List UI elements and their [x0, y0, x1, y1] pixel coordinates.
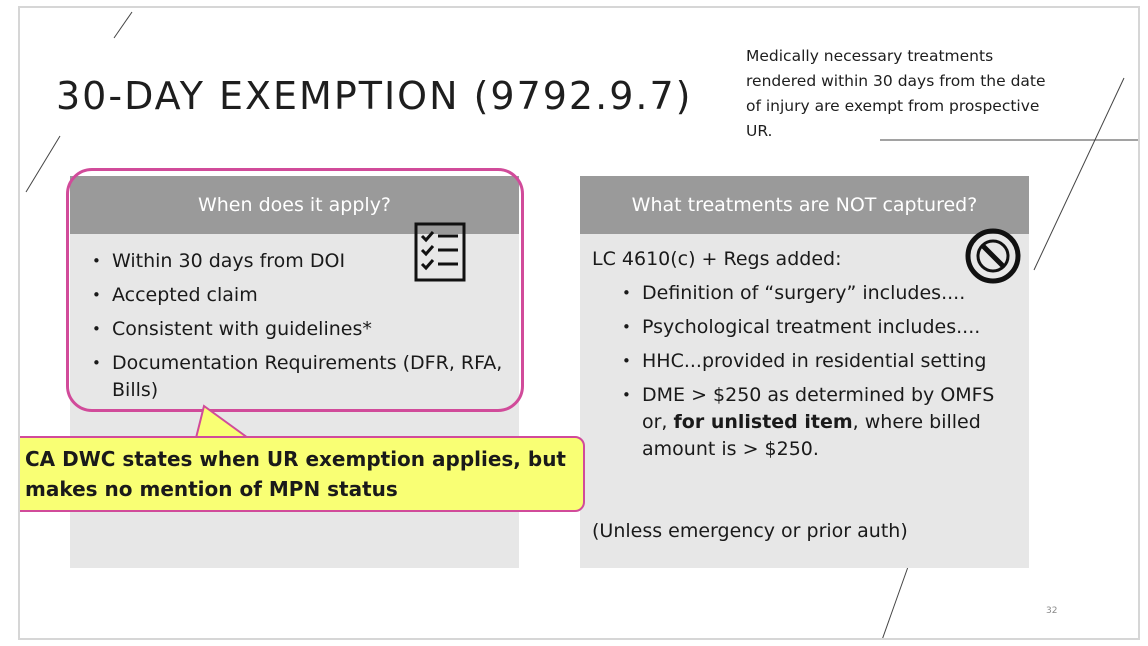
- list-item: • Documentation Requirements (DFR, RFA, Bills): [82, 350, 512, 404]
- list-item: • Accepted claim: [82, 282, 512, 309]
- list-item: • Within 30 days from DOI: [82, 248, 512, 275]
- exemption-note: Medically necessary treatments rendered within 30 days from the date of injury are exempt from prospective UR.: [746, 47, 1046, 140]
- right-panel-footnote: (Unless emergency or prior auth): [592, 520, 908, 542]
- dme-text-end: , where billed amount is > $250.: [642, 411, 981, 460]
- dme-bold-text: for unlisted item: [673, 411, 853, 433]
- prohibited-icon: [960, 226, 1026, 286]
- list-item: • Definition of “surgery” includes....: [612, 280, 1022, 307]
- highlight-box: [66, 168, 524, 412]
- callout-tail: [190, 404, 260, 440]
- right-bullet-list: [612, 280, 1022, 470]
- page-number: 32: [1046, 606, 1058, 616]
- dme-text-start: DME > $250 as determined by OMFS or,: [642, 384, 995, 433]
- list-item: • HHC...provided in residential setting: [612, 348, 1022, 375]
- right-panel-intro: LC 4610(c) + Regs added:: [592, 248, 842, 270]
- left-panel-header: When does it apply?: [70, 176, 519, 234]
- slide: [18, 6, 1140, 640]
- list-item: • Psychological treatment includes....: [612, 314, 1022, 341]
- list-item: • Consistent with guidelines*: [82, 316, 512, 343]
- right-panel-header: What treatments are NOT captured?: [580, 176, 1029, 234]
- slide-title: 30-DAY EXEMPTION (9792.9.7): [56, 74, 693, 118]
- callout-box: CA DWC states when UR exemption applies, but makes no mention of MPN status: [18, 436, 585, 512]
- list-item-dme: [612, 382, 1022, 463]
